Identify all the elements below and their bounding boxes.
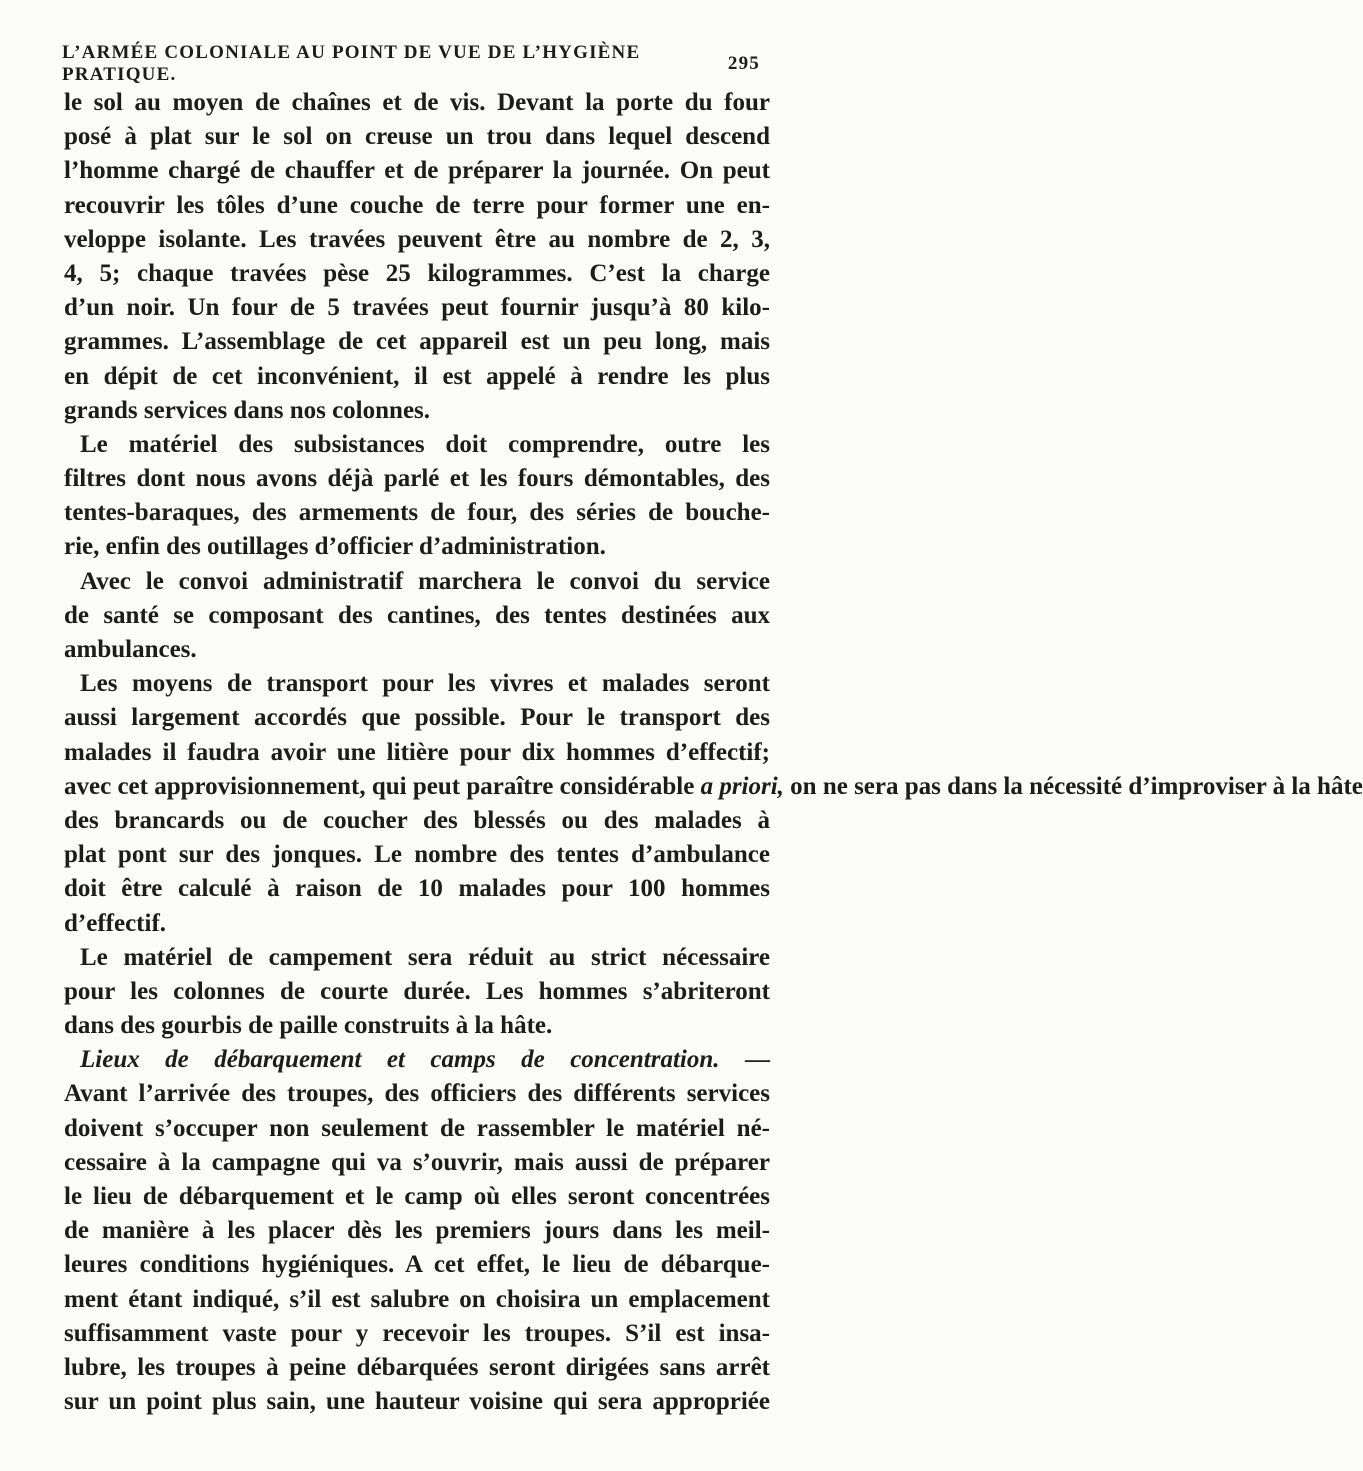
- text-line: aussi largement accordés que possible. Pour le transport des: [64, 704, 770, 732]
- page-header: [62, 42, 760, 85]
- text-line: de santé se composant des cantines, des tentes destinées aux: [64, 601, 770, 629]
- text-line: doivent s’occuper non seulement de rassembler le matériel né-: [64, 1114, 770, 1142]
- text-line: veloppe isolante. Les travées peuvent être au nombre de 2, 3,: [64, 225, 770, 253]
- text-segment: on ne sera pas dans la nécessité d’improviser à la hâte: [790, 772, 1363, 800]
- section-heading-line: [64, 1043, 770, 1077]
- text-line: en dépit de cet inconvénient, il est appelé à rendre les plus: [64, 362, 770, 390]
- text-line: tentes-baraques, des armements de four, des séries de bouche-: [64, 499, 770, 527]
- page-number: 295: [727, 53, 760, 74]
- text-line: pour les colonnes de courte durée. Les hommes s’abriteront: [64, 977, 770, 1005]
- text-line: ambulances.: [64, 636, 197, 663]
- text-line: plat pont sur des jonques. Le nombre des tentes d’ambulance: [64, 841, 770, 869]
- text-line: grands services dans nos colonnes.: [64, 396, 431, 424]
- text-line: ment étant indiqué, s’il est salubre on choisira un emplacement: [64, 1285, 770, 1313]
- italic-segment: a priori,: [700, 772, 784, 800]
- body-text: [64, 86, 1363, 1419]
- text-line: posé à plat sur le sol on creuse un trou dans lequel descend: [64, 123, 770, 151]
- text-line: lubre, les troupes à peine débarquées seront dirigées sans arrêt: [64, 1353, 770, 1381]
- text-line: leures conditions hygiéniques. A cet effet, le lieu de débarque-: [64, 1251, 770, 1279]
- text-line: Le matériel des subsistances doit comprendre, outre les: [80, 430, 770, 458]
- text-line: cessaire à la campagne qui va s’ouvrir, mais aussi de préparer: [64, 1148, 770, 1176]
- text-line: malades il faudra avoir une litière pour dix hommes d’effectif;: [64, 738, 770, 766]
- text-line: des brancards ou de coucher des blessés ou des malades à: [64, 806, 770, 834]
- text-line: doit être calculé à raison de 10 malades pour 100 hommes: [64, 875, 770, 903]
- text-line: Avant l’arrivée des troupes, des officiers des différents services: [64, 1080, 770, 1108]
- text-line: le lieu de débarquement et le camp où elles seront concentrées: [64, 1183, 770, 1210]
- text-line: grammes. L’assemblage de cet appareil est un peu long, mais: [64, 328, 770, 356]
- text-line: dans des gourbis de paille construits à la hâte.: [64, 1012, 553, 1040]
- text-line: d’effectif.: [64, 909, 167, 937]
- text-line: suffisamment vaste pour y recevoir les troupes. S’il est insa-: [64, 1319, 770, 1347]
- text-line: filtres dont nous avons déjà parlé et les fours démontables, des: [64, 465, 770, 493]
- text-line: d’un noir. Un four de 5 travées peut fournir jusqu’à 80 kilo-: [64, 294, 770, 322]
- section-heading: Lieux de débarquement et camps de concentration.: [80, 1046, 720, 1074]
- text-line: de manière à les placer dès les premiers jours dans les meil-: [64, 1217, 770, 1245]
- text-line: Les moyens de transport pour les vivres et malades seront: [80, 670, 770, 698]
- text-line: Avec le convoi administratif marchera le convoi du service: [80, 567, 770, 595]
- text-line: Le matériel de campement sera réduit au strict nécessaire: [80, 943, 770, 971]
- text-line: [64, 770, 1363, 804]
- text-line: sur un point plus sain, une hauteur voisine qui sera appropriée: [64, 1388, 770, 1416]
- running-title: L’ARMÉE COLONIALE AU POINT DE VUE DE L’HYGIÈNE PRATIQUE.: [62, 42, 641, 85]
- text-line: 4, 5; chaque travées pèse 25 kilogrammes. C’est la charge: [64, 259, 770, 287]
- text-segment: avec cet approvisionnement, qui peut paraître considérable: [64, 772, 695, 800]
- text-line: rie, enfin des outillages d’officier d’administration.: [64, 533, 606, 561]
- text-line: le sol au moyen de chaînes et de vis. Devant la porte du four: [64, 89, 770, 116]
- em-dash: —: [745, 1046, 770, 1074]
- text-line: recouvrir les tôles d’une couche de terre pour former une en-: [64, 191, 770, 219]
- text-line: l’homme chargé de chauffer et de préparer la journée. On peut: [64, 157, 770, 185]
